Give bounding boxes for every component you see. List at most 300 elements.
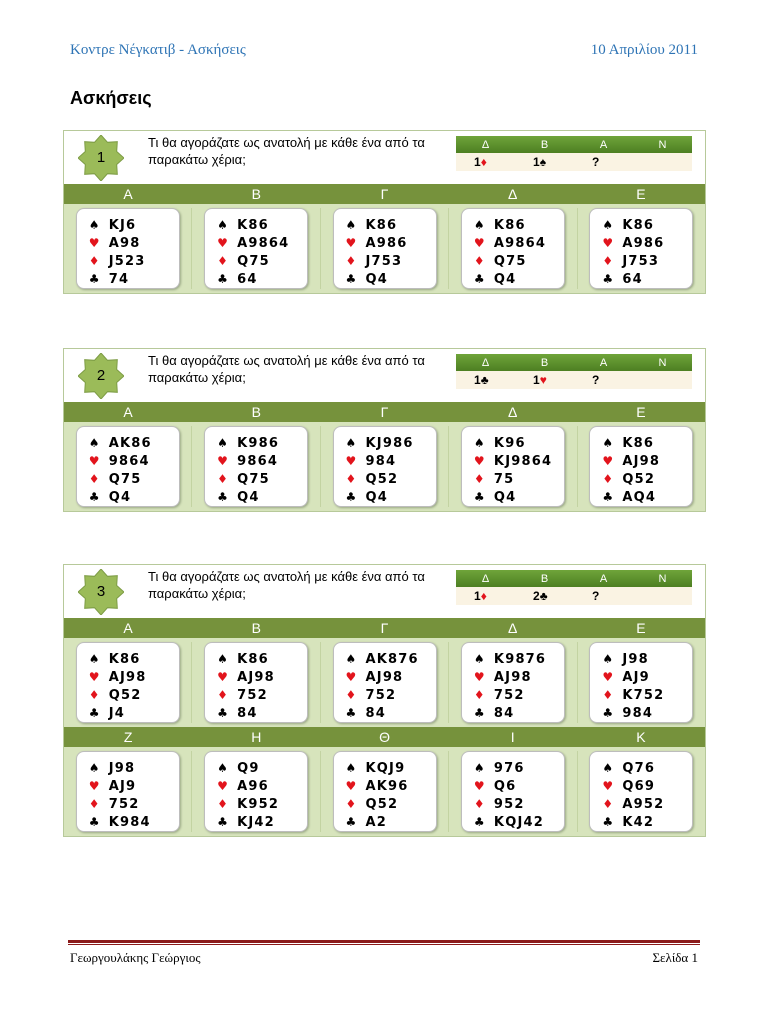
suit-holding bbox=[346, 795, 436, 813]
holding-cards: Q52 bbox=[108, 688, 142, 703]
club-icon: ♣ bbox=[602, 815, 615, 829]
heart-icon: ♥ bbox=[217, 454, 230, 468]
holding-cards: 752 bbox=[365, 688, 397, 703]
suit-holding bbox=[602, 686, 692, 704]
bidding-seat-label: Δ bbox=[481, 572, 490, 585]
holding-cards: 75 bbox=[493, 472, 515, 487]
holding-cards: A96 bbox=[237, 779, 269, 794]
hand-label: Δ bbox=[508, 186, 518, 202]
bid-cell bbox=[456, 373, 515, 387]
bidding-seat-label: Ν bbox=[658, 572, 667, 585]
suit-holding bbox=[474, 813, 564, 831]
holding-cards: Q4 bbox=[237, 490, 260, 505]
suit-holding bbox=[474, 434, 564, 452]
hand-card bbox=[589, 642, 693, 723]
suit-holding bbox=[474, 270, 564, 288]
hand-card bbox=[76, 751, 180, 832]
hand-label: Ζ bbox=[123, 729, 133, 745]
hand-label: Ι bbox=[510, 729, 515, 745]
club-icon: ♣ bbox=[345, 815, 358, 829]
spade-icon: ♠ bbox=[345, 761, 358, 775]
diamond-icon: ♦ bbox=[217, 797, 230, 811]
holding-cards: AK86 bbox=[108, 436, 152, 451]
hand-label: Ε bbox=[636, 404, 646, 420]
heart-icon: ♥ bbox=[345, 236, 358, 250]
bidding-seat-label: Α bbox=[599, 572, 608, 585]
suit-holding bbox=[346, 759, 436, 777]
heart-icon: ♥ bbox=[88, 236, 101, 250]
hand-column bbox=[578, 642, 705, 723]
bidding-seat-label: Β bbox=[540, 572, 549, 585]
hand-card bbox=[204, 426, 308, 507]
bid-level: 1 bbox=[474, 155, 481, 169]
suit-holding bbox=[602, 704, 692, 722]
hand-label-row bbox=[64, 402, 705, 422]
exercise-number-badge bbox=[78, 353, 124, 399]
holding-cards: 984 bbox=[622, 706, 654, 721]
hand-label-row bbox=[64, 727, 705, 747]
holding-cards: K86 bbox=[493, 218, 526, 233]
suit-holding bbox=[346, 216, 436, 234]
suit-holding bbox=[89, 488, 179, 506]
bidding-seat-label: Β bbox=[540, 138, 549, 151]
hand-label: Ε bbox=[636, 620, 646, 636]
suit-holding bbox=[217, 270, 307, 288]
club-icon: ♣ bbox=[473, 815, 486, 829]
holding-cards: K86 bbox=[108, 652, 141, 667]
diamond-icon: ♦ bbox=[602, 472, 615, 486]
bid-level: ? bbox=[592, 589, 600, 603]
heart-icon: ♥ bbox=[217, 670, 230, 684]
suit-holding bbox=[89, 252, 179, 270]
hand-column bbox=[321, 751, 449, 832]
suit-holding bbox=[217, 216, 307, 234]
holding-cards: Q4 bbox=[108, 490, 132, 505]
holding-cards: K752 bbox=[622, 688, 665, 703]
holding-cards: K86 bbox=[622, 436, 655, 451]
suit-holding bbox=[474, 686, 564, 704]
holding-cards: AJ98 bbox=[622, 454, 661, 469]
bid-level: 1 bbox=[533, 155, 540, 169]
club-icon: ♣ bbox=[345, 706, 358, 720]
suit-holding bbox=[346, 452, 436, 470]
club-icon: ♣ bbox=[473, 706, 486, 720]
heart-icon: ♥ bbox=[217, 779, 230, 793]
header-date: 10 Απριλίου 2011 bbox=[590, 42, 698, 58]
diamond-icon: ♦ bbox=[345, 472, 358, 486]
hand-column bbox=[64, 642, 192, 723]
hand-label: Γ bbox=[380, 620, 389, 636]
hand-label-row bbox=[64, 618, 705, 638]
holding-cards: 9864 bbox=[237, 454, 279, 469]
holding-cards: Q6 bbox=[493, 779, 517, 794]
spade-icon: ♠ bbox=[473, 761, 486, 775]
suit-holding bbox=[217, 252, 307, 270]
bid-level: 1 bbox=[474, 373, 481, 387]
suit-holding bbox=[89, 759, 179, 777]
hand-column bbox=[192, 426, 320, 507]
suit-holding bbox=[474, 452, 564, 470]
bidding-seat-label: Δ bbox=[481, 138, 490, 151]
club-icon: ♣ bbox=[602, 272, 615, 286]
bidding-table bbox=[456, 354, 692, 389]
spade-icon: ♠ bbox=[602, 761, 615, 775]
hand-card bbox=[589, 208, 693, 289]
holding-cards: K86 bbox=[237, 652, 269, 667]
holding-cards: AJ98 bbox=[237, 670, 275, 685]
hand-label: Κ bbox=[636, 729, 646, 745]
holding-cards: Q4 bbox=[493, 272, 517, 287]
club-icon: ♣ bbox=[217, 815, 230, 829]
hand-label: Γ bbox=[380, 186, 389, 202]
exercise-1 bbox=[63, 130, 706, 294]
suit-holding bbox=[474, 668, 564, 686]
club-icon: ♣ bbox=[473, 272, 486, 286]
exercise-header bbox=[64, 131, 705, 184]
exercise-question: Τι θα αγοράζατε ως ανατολή με κάθε ένα από τα παρακάτω χέρια; bbox=[148, 135, 425, 167]
bid-cell bbox=[574, 589, 633, 603]
holding-cards: AJ9 bbox=[108, 779, 137, 794]
hand-label: Θ bbox=[379, 729, 390, 745]
holding-cards: AK96 bbox=[365, 779, 409, 794]
bidding-seat-label: Β bbox=[540, 356, 549, 369]
suit-holding bbox=[602, 234, 692, 252]
suit-holding bbox=[89, 704, 179, 722]
holding-cards: K952 bbox=[237, 797, 280, 812]
hand-column bbox=[64, 208, 192, 289]
holding-cards: J98 bbox=[622, 652, 649, 667]
suit-holding bbox=[346, 668, 436, 686]
exercise-question: Τι θα αγοράζατε ως ανατολή με κάθε ένα από τα παρακάτω χέρια; bbox=[148, 353, 425, 385]
spade-icon: ♠ bbox=[473, 218, 486, 232]
spade-icon: ♠ bbox=[88, 652, 101, 666]
suit-holding bbox=[346, 488, 436, 506]
page-title: Ασκήσεις bbox=[70, 88, 152, 108]
hand-label: Δ bbox=[508, 404, 518, 420]
hand-column bbox=[64, 426, 192, 507]
diamond-icon: ♦ bbox=[88, 254, 101, 268]
heart-icon: ♥ bbox=[345, 454, 358, 468]
heart-icon: ♥ bbox=[88, 779, 101, 793]
spade-icon: ♠ bbox=[345, 436, 358, 450]
holding-cards: K86 bbox=[237, 218, 269, 233]
suit-holding bbox=[602, 216, 692, 234]
suit-holding bbox=[474, 704, 564, 722]
holding-cards: A98 bbox=[108, 236, 141, 251]
hand-column bbox=[192, 642, 320, 723]
suit-holding bbox=[474, 795, 564, 813]
holding-cards: Q75 bbox=[108, 472, 142, 487]
holding-cards: 84 bbox=[237, 706, 258, 721]
footer-page-number: Σελίδα 1 bbox=[652, 950, 698, 965]
bidding-seat-label: Δ bbox=[481, 356, 490, 369]
holding-cards: AJ9 bbox=[622, 670, 650, 685]
bid-level: 2 bbox=[533, 589, 540, 603]
club-icon: ♣ bbox=[217, 490, 230, 504]
suit-holding bbox=[89, 650, 179, 668]
suit-holding bbox=[602, 252, 692, 270]
bidding-header-row bbox=[456, 136, 692, 153]
suit-holding bbox=[346, 434, 436, 452]
holding-cards: J98 bbox=[108, 761, 136, 776]
holding-cards: 984 bbox=[365, 454, 397, 469]
bidding-header-row bbox=[456, 354, 692, 371]
holding-cards: 74 bbox=[108, 272, 130, 287]
suit-holding bbox=[602, 668, 692, 686]
holding-cards: K984 bbox=[108, 815, 151, 830]
suit-holding bbox=[346, 470, 436, 488]
suit-holding bbox=[602, 795, 692, 813]
holding-cards: K986 bbox=[237, 436, 280, 451]
bid-suit-icon: ♦ bbox=[480, 589, 487, 603]
diamond-icon: ♦ bbox=[473, 797, 486, 811]
suit-holding bbox=[474, 777, 564, 795]
suit-holding bbox=[602, 813, 692, 831]
bid-cell bbox=[456, 589, 515, 603]
suit-holding bbox=[89, 668, 179, 686]
diamond-icon: ♦ bbox=[602, 797, 615, 811]
suit-holding bbox=[474, 216, 564, 234]
hand-label-row bbox=[64, 184, 705, 204]
holding-cards: 752 bbox=[237, 688, 268, 703]
suit-holding bbox=[474, 234, 564, 252]
holding-cards: K42 bbox=[622, 815, 655, 830]
holding-cards: A952 bbox=[622, 797, 665, 812]
diamond-icon: ♦ bbox=[217, 254, 230, 268]
holding-cards: AQ4 bbox=[622, 490, 657, 505]
diamond-icon: ♦ bbox=[473, 472, 486, 486]
holding-cards: 952 bbox=[493, 797, 525, 812]
club-icon: ♣ bbox=[345, 272, 358, 286]
suit-holding bbox=[602, 470, 692, 488]
hand-card bbox=[461, 426, 565, 507]
hand-column bbox=[449, 751, 577, 832]
holding-cards: Q75 bbox=[493, 254, 527, 269]
suit-holding bbox=[89, 813, 179, 831]
suit-holding bbox=[602, 650, 692, 668]
hand-label: Δ bbox=[508, 620, 518, 636]
heart-icon: ♥ bbox=[88, 670, 101, 684]
heart-icon: ♥ bbox=[602, 779, 615, 793]
heart-icon: ♥ bbox=[345, 779, 358, 793]
suit-holding bbox=[602, 434, 692, 452]
bidding-seat-label: Α bbox=[599, 138, 608, 151]
holding-cards: 976 bbox=[493, 761, 525, 776]
exercise-number-badge bbox=[78, 135, 124, 181]
diamond-icon: ♦ bbox=[602, 254, 615, 268]
hand-column bbox=[449, 426, 577, 507]
holding-cards: A9864 bbox=[493, 236, 547, 251]
hand-column bbox=[192, 751, 320, 832]
club-icon: ♣ bbox=[88, 815, 101, 829]
bidding-header-row bbox=[456, 570, 692, 587]
heart-icon: ♥ bbox=[602, 670, 615, 684]
diamond-icon: ♦ bbox=[473, 254, 486, 268]
diamond-icon: ♦ bbox=[473, 688, 486, 702]
holding-cards: KJ986 bbox=[365, 436, 414, 451]
hand-label: Β bbox=[251, 186, 261, 202]
holding-cards: 84 bbox=[493, 706, 515, 721]
bid-suit-icon: ♦ bbox=[480, 155, 487, 169]
club-icon: ♣ bbox=[217, 706, 230, 720]
exercise-2 bbox=[63, 348, 706, 512]
bid-cell bbox=[515, 589, 574, 603]
suit-holding bbox=[217, 488, 307, 506]
hand-column bbox=[321, 208, 449, 289]
holding-cards: KJ6 bbox=[108, 218, 137, 233]
hand-card bbox=[461, 642, 565, 723]
hand-label: Γ bbox=[380, 404, 389, 420]
suit-holding bbox=[217, 795, 307, 813]
holding-cards: KJ9864 bbox=[493, 454, 553, 469]
holding-cards: A9864 bbox=[237, 236, 290, 251]
bidding-table bbox=[456, 570, 692, 605]
bid-suit-icon: ♣ bbox=[539, 589, 548, 603]
suit-holding bbox=[217, 668, 307, 686]
page-header bbox=[70, 42, 698, 59]
suit-holding bbox=[89, 216, 179, 234]
exercise-3 bbox=[63, 564, 706, 837]
suit-holding bbox=[89, 234, 179, 252]
suit-holding bbox=[89, 434, 179, 452]
hand-column bbox=[578, 751, 705, 832]
hand-card bbox=[461, 208, 565, 289]
hand-label: Α bbox=[123, 186, 133, 202]
bid-cell bbox=[515, 373, 574, 387]
suit-holding bbox=[474, 650, 564, 668]
hand-column bbox=[449, 208, 577, 289]
spade-icon: ♠ bbox=[217, 436, 230, 450]
hand-card bbox=[333, 642, 437, 723]
hand-label: Α bbox=[123, 620, 133, 636]
suit-holding bbox=[217, 434, 307, 452]
suit-holding bbox=[217, 777, 307, 795]
heart-icon: ♥ bbox=[473, 236, 486, 250]
club-icon: ♣ bbox=[345, 490, 358, 504]
hand-column bbox=[321, 426, 449, 507]
suit-holding bbox=[217, 452, 307, 470]
exercise-header bbox=[64, 565, 705, 618]
suit-holding bbox=[89, 452, 179, 470]
diamond-icon: ♦ bbox=[345, 797, 358, 811]
hand-card bbox=[461, 751, 565, 832]
suit-holding bbox=[217, 470, 307, 488]
bid-cell bbox=[574, 155, 633, 169]
hand-column bbox=[192, 208, 320, 289]
holding-cards: 64 bbox=[622, 272, 643, 287]
bid-cell bbox=[456, 155, 515, 169]
holding-cards: 64 bbox=[237, 272, 258, 287]
holding-cards: A986 bbox=[365, 236, 408, 251]
holding-cards: K96 bbox=[493, 436, 526, 451]
hand-column bbox=[321, 642, 449, 723]
spade-icon: ♠ bbox=[602, 436, 615, 450]
header-document-title: Κοντρε Νέγκατιβ - Ασκήσεις bbox=[70, 42, 246, 58]
hand-card bbox=[333, 751, 437, 832]
bidding-seat-label: Α bbox=[599, 356, 608, 369]
heart-icon: ♥ bbox=[602, 454, 615, 468]
hand-card bbox=[204, 208, 308, 289]
holding-cards: 752 bbox=[493, 688, 525, 703]
suit-holding bbox=[89, 777, 179, 795]
spade-icon: ♠ bbox=[345, 652, 358, 666]
bidding-sequence-row bbox=[456, 153, 692, 171]
suit-holding bbox=[474, 470, 564, 488]
holding-cards: 9864 bbox=[108, 454, 150, 469]
page-footer bbox=[70, 950, 698, 966]
diamond-icon: ♦ bbox=[217, 472, 230, 486]
holding-cards: K86 bbox=[622, 218, 655, 233]
hand-label: Η bbox=[251, 729, 262, 745]
suit-holding bbox=[346, 777, 436, 795]
holding-cards: Q75 bbox=[237, 472, 270, 487]
holding-cards: Q4 bbox=[493, 490, 517, 505]
holding-cards: J753 bbox=[622, 254, 660, 269]
spade-icon: ♠ bbox=[602, 218, 615, 232]
diamond-icon: ♦ bbox=[88, 472, 101, 486]
hand-card bbox=[204, 642, 308, 723]
hand-column bbox=[449, 642, 577, 723]
hands-row bbox=[64, 422, 705, 511]
suit-holding bbox=[346, 813, 436, 831]
hand-card bbox=[333, 426, 437, 507]
bid-cell bbox=[574, 373, 633, 387]
heart-icon: ♥ bbox=[473, 670, 486, 684]
spade-icon: ♠ bbox=[88, 218, 101, 232]
holding-cards: KQJ42 bbox=[493, 815, 544, 830]
hand-card bbox=[76, 642, 180, 723]
club-icon: ♣ bbox=[88, 490, 101, 504]
heart-icon: ♥ bbox=[88, 454, 101, 468]
hands-row bbox=[64, 638, 705, 727]
holding-cards: Q9 bbox=[237, 761, 260, 776]
holding-cards: AJ98 bbox=[493, 670, 532, 685]
spade-icon: ♠ bbox=[88, 436, 101, 450]
hand-label: Β bbox=[251, 620, 261, 636]
holding-cards: K9876 bbox=[493, 652, 547, 667]
holding-cards: J523 bbox=[108, 254, 146, 269]
holding-cards: KQJ9 bbox=[365, 761, 406, 776]
bidding-seat-label: Ν bbox=[658, 356, 667, 369]
suit-holding bbox=[217, 686, 307, 704]
holding-cards: AJ98 bbox=[108, 670, 147, 685]
hand-label: Α bbox=[123, 404, 133, 420]
suit-holding bbox=[602, 759, 692, 777]
holding-cards: 84 bbox=[365, 706, 387, 721]
exercise-number: 2 bbox=[96, 367, 106, 384]
bidding-sequence-row bbox=[456, 371, 692, 389]
spade-icon: ♠ bbox=[88, 761, 101, 775]
spade-icon: ♠ bbox=[473, 436, 486, 450]
suit-holding bbox=[217, 704, 307, 722]
bid-suit-icon: ♣ bbox=[480, 373, 489, 387]
spade-icon: ♠ bbox=[602, 652, 615, 666]
hands-row bbox=[64, 204, 705, 293]
suit-holding bbox=[602, 270, 692, 288]
club-icon: ♣ bbox=[602, 490, 615, 504]
hand-card bbox=[589, 751, 693, 832]
bidding-seat-label: Ν bbox=[658, 138, 667, 151]
hand-card bbox=[333, 208, 437, 289]
club-icon: ♣ bbox=[88, 272, 101, 286]
heart-icon: ♥ bbox=[217, 236, 230, 250]
holding-cards: A2 bbox=[365, 815, 388, 830]
suit-holding bbox=[346, 704, 436, 722]
hand-column bbox=[64, 751, 192, 832]
heart-icon: ♥ bbox=[473, 779, 486, 793]
suit-holding bbox=[602, 488, 692, 506]
holding-cards: Q69 bbox=[622, 779, 656, 794]
